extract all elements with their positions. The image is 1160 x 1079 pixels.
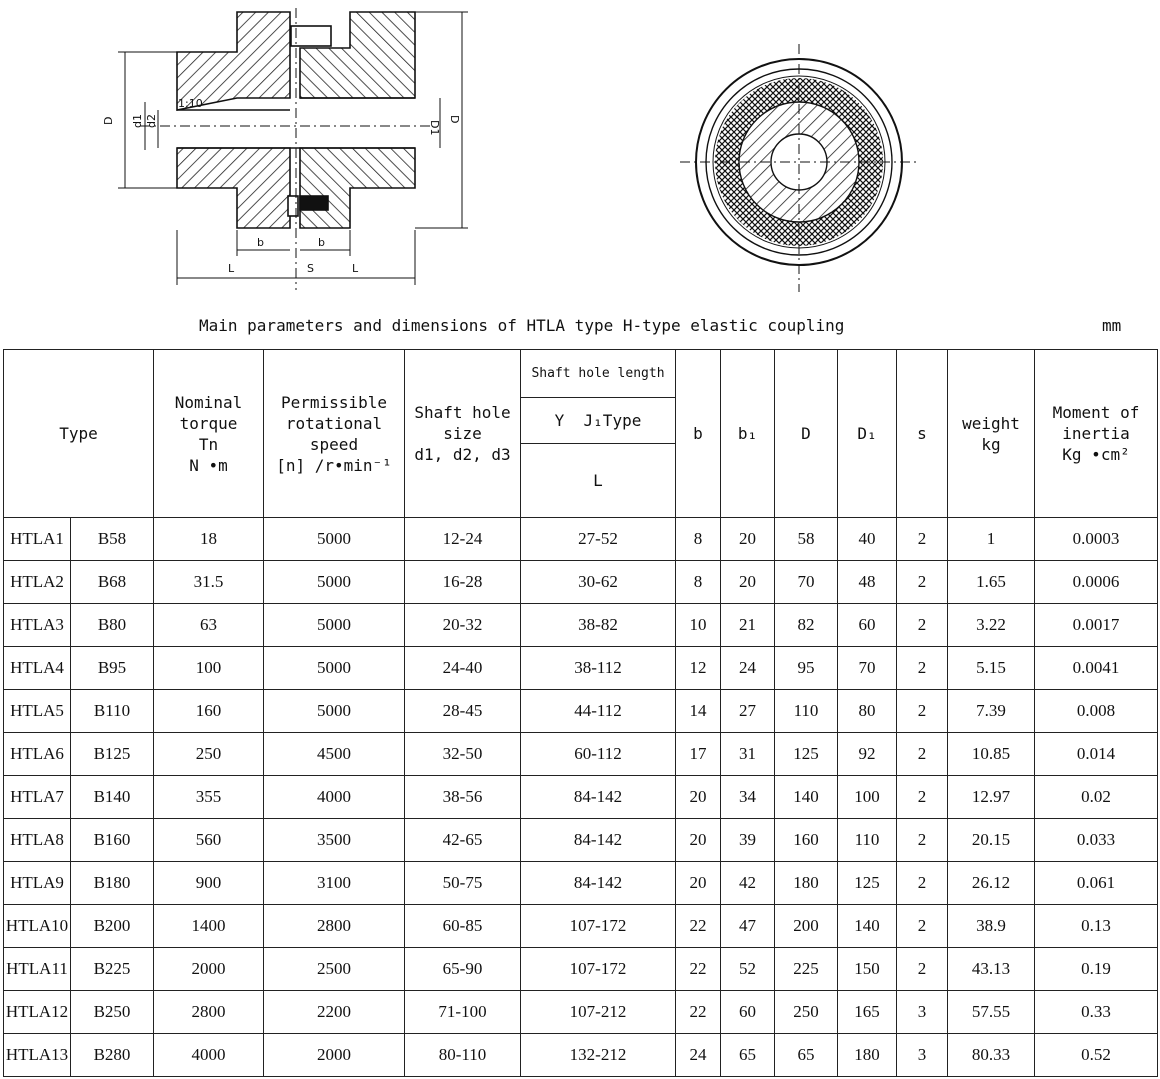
- header-hole-size: Shaft hole size d1, d2, d3: [405, 350, 521, 518]
- table-cell: 4000: [154, 1034, 264, 1077]
- table-cell: 12: [676, 647, 721, 690]
- table-cell: 84-142: [521, 819, 676, 862]
- table-cell: 0.02: [1035, 776, 1158, 819]
- table-cell: 31.5: [154, 561, 264, 604]
- table-cell: HTLA7: [4, 776, 71, 819]
- table-cell: 80-110: [405, 1034, 521, 1077]
- table-cell: 20-32: [405, 604, 521, 647]
- taper-label: 1:10: [178, 97, 203, 110]
- table-cell: 27: [721, 690, 775, 733]
- coupling-front-view-drawing: [680, 0, 920, 305]
- table-cell: 60-112: [521, 733, 676, 776]
- table-cell: 132-212: [521, 1034, 676, 1077]
- table-cell: 110: [838, 819, 897, 862]
- dim-label-L-left: L: [228, 262, 235, 275]
- table-cell: 22: [676, 991, 721, 1034]
- table-cell: 125: [775, 733, 838, 776]
- table-cell: 38.9: [948, 905, 1035, 948]
- table-cell: 2: [897, 862, 948, 905]
- table-cell: 31: [721, 733, 775, 776]
- table-cell: 3: [897, 991, 948, 1034]
- table-cell: 12.97: [948, 776, 1035, 819]
- table-cell: 107-172: [521, 905, 676, 948]
- table-cell: 65-90: [405, 948, 521, 991]
- table-cell: 1: [948, 518, 1035, 561]
- table-cell: 160: [154, 690, 264, 733]
- table-cell: 20: [676, 862, 721, 905]
- table-cell: 92: [838, 733, 897, 776]
- table-cell: B250: [71, 991, 154, 1034]
- table-cell: 125: [838, 862, 897, 905]
- table-row: [4, 604, 1158, 647]
- table-cell: HTLA13: [4, 1034, 71, 1077]
- table-cell: 2800: [154, 991, 264, 1034]
- table-cell: 80.33: [948, 1034, 1035, 1077]
- table-cell: 39: [721, 819, 775, 862]
- table-cell: 0.0017: [1035, 604, 1158, 647]
- table-cell: B95: [71, 647, 154, 690]
- table-cell: 3: [897, 1034, 948, 1077]
- table-cell: 150: [838, 948, 897, 991]
- table-cell: 3500: [264, 819, 405, 862]
- dim-label-d2: d2: [145, 114, 158, 128]
- table-row: [4, 647, 1158, 690]
- table-cell: 60-85: [405, 905, 521, 948]
- table-cell: 2000: [264, 1034, 405, 1077]
- table-cell: HTLA11: [4, 948, 71, 991]
- table-cell: 2: [897, 518, 948, 561]
- dim-label-D-right: D: [448, 115, 461, 124]
- table-cell: 22: [676, 948, 721, 991]
- table-cell: HTLA9: [4, 862, 71, 905]
- table-cell: B200: [71, 905, 154, 948]
- table-cell: 0.33: [1035, 991, 1158, 1034]
- table-cell: 38-112: [521, 647, 676, 690]
- table-cell: 2: [897, 905, 948, 948]
- table-cell: 0.13: [1035, 905, 1158, 948]
- table-cell: 180: [775, 862, 838, 905]
- table-cell: 1.65: [948, 561, 1035, 604]
- header-D: D: [775, 350, 838, 518]
- table-row: [4, 690, 1158, 733]
- dim-label-D: D: [102, 116, 115, 125]
- table-cell: HTLA1: [4, 518, 71, 561]
- table-row: [4, 733, 1158, 776]
- table-cell: 10.85: [948, 733, 1035, 776]
- table-cell: HTLA8: [4, 819, 71, 862]
- table-cell: 20: [676, 819, 721, 862]
- table-cell: 900: [154, 862, 264, 905]
- table-cell: 80: [838, 690, 897, 733]
- table-cell: 65: [775, 1034, 838, 1077]
- table-cell: 0.0003: [1035, 518, 1158, 561]
- table-cell: 0.061: [1035, 862, 1158, 905]
- table-cell: 2: [897, 690, 948, 733]
- table-cell: B58: [71, 518, 154, 561]
- table-cell: 10: [676, 604, 721, 647]
- table-cell: 225: [775, 948, 838, 991]
- header-type: Type: [4, 350, 154, 518]
- table-cell: 107-212: [521, 991, 676, 1034]
- table-cell: 3.22: [948, 604, 1035, 647]
- table-cell: 27-52: [521, 518, 676, 561]
- table-cell: 2000: [154, 948, 264, 991]
- table-cell: 2500: [264, 948, 405, 991]
- table-cell: 7.39: [948, 690, 1035, 733]
- table-cell: 47: [721, 905, 775, 948]
- table-cell: 8: [676, 518, 721, 561]
- table-cell: 140: [838, 905, 897, 948]
- table-cell: 0.014: [1035, 733, 1158, 776]
- table-cell: 48: [838, 561, 897, 604]
- table-cell: 2: [897, 561, 948, 604]
- table-cell: 24: [721, 647, 775, 690]
- table-cell: 5000: [264, 647, 405, 690]
- table-cell: HTLA10: [4, 905, 71, 948]
- table-cell: 12-24: [405, 518, 521, 561]
- header-s: s: [897, 350, 948, 518]
- table-cell: 2: [897, 948, 948, 991]
- table-cell: 34: [721, 776, 775, 819]
- header-speed: Permissible rotational speed [n] /r•min⁻¹: [264, 350, 405, 518]
- table-cell: 0.033: [1035, 819, 1158, 862]
- table-cell: 250: [775, 991, 838, 1034]
- table-cell: 20: [721, 518, 775, 561]
- table-cell: 82: [775, 604, 838, 647]
- dim-label-b-left: b: [257, 236, 264, 249]
- table-cell: 0.0041: [1035, 647, 1158, 690]
- table-cell: 3100: [264, 862, 405, 905]
- table-row: [4, 776, 1158, 819]
- table-cell: 2800: [264, 905, 405, 948]
- table-cell: 16-28: [405, 561, 521, 604]
- table-cell: 165: [838, 991, 897, 1034]
- table-title: Main parameters and dimensions of HTLA type H-type elastic coupling: [199, 316, 845, 335]
- table-cell: 60: [721, 991, 775, 1034]
- table-cell: 5000: [264, 690, 405, 733]
- table-cell: 20.15: [948, 819, 1035, 862]
- header-b1: b₁: [721, 350, 775, 518]
- table-cell: 2: [897, 776, 948, 819]
- table-cell: 0.19: [1035, 948, 1158, 991]
- table-cell: 70: [775, 561, 838, 604]
- table-cell: 5000: [264, 518, 405, 561]
- table-cell: 0.008: [1035, 690, 1158, 733]
- table-cell: HTLA12: [4, 991, 71, 1034]
- header-inertia: Moment of inertia Kg •cm²: [1035, 350, 1158, 518]
- parameters-table: [3, 349, 1158, 1077]
- table-cell: 24-40: [405, 647, 521, 690]
- table-cell: 60: [838, 604, 897, 647]
- table-row: [4, 819, 1158, 862]
- table-cell: 5000: [264, 604, 405, 647]
- table-cell: B110: [71, 690, 154, 733]
- table-cell: 65: [721, 1034, 775, 1077]
- table-cell: 0.0006: [1035, 561, 1158, 604]
- table-cell: HTLA2: [4, 561, 71, 604]
- table-row: [4, 561, 1158, 604]
- table-cell: 100: [154, 647, 264, 690]
- table-cell: 20: [721, 561, 775, 604]
- table-cell: 2200: [264, 991, 405, 1034]
- table-cell: 50-75: [405, 862, 521, 905]
- header-hole-length-L: L: [521, 444, 676, 518]
- unit-label: mm: [1102, 316, 1122, 335]
- table-cell: B160: [71, 819, 154, 862]
- table-cell: 4500: [264, 733, 405, 776]
- table-cell: 38-56: [405, 776, 521, 819]
- table-cell: 2: [897, 604, 948, 647]
- dim-label-S: S: [307, 262, 314, 275]
- table-cell: 22: [676, 905, 721, 948]
- table-cell: B180: [71, 862, 154, 905]
- table-cell: 32-50: [405, 733, 521, 776]
- table-cell: 4000: [264, 776, 405, 819]
- dim-label-d1: d1: [131, 114, 144, 128]
- table-cell: 70: [838, 647, 897, 690]
- table-cell: 20: [676, 776, 721, 819]
- header-hole-length-type: Y J₁Type: [521, 398, 676, 444]
- table-cell: 5.15: [948, 647, 1035, 690]
- table-cell: 2: [897, 819, 948, 862]
- table-cell: 0.52: [1035, 1034, 1158, 1077]
- header-torque: Nominal torque Tn N •m: [154, 350, 264, 518]
- table-cell: 160: [775, 819, 838, 862]
- table-cell: HTLA3: [4, 604, 71, 647]
- table-row: [4, 518, 1158, 561]
- coupling-drawings: [0, 0, 1160, 305]
- table-cell: 28-45: [405, 690, 521, 733]
- table-cell: 40: [838, 518, 897, 561]
- table-cell: 26.12: [948, 862, 1035, 905]
- dim-label-b-right: b: [318, 236, 325, 249]
- table-cell: 42-65: [405, 819, 521, 862]
- table-cell: 2: [897, 733, 948, 776]
- table-cell: 57.55: [948, 991, 1035, 1034]
- table-cell: B125: [71, 733, 154, 776]
- table-cell: 110: [775, 690, 838, 733]
- table-cell: 24: [676, 1034, 721, 1077]
- table-cell: 355: [154, 776, 264, 819]
- table-cell: 30-62: [521, 561, 676, 604]
- table-cell: 43.13: [948, 948, 1035, 991]
- table-cell: 84-142: [521, 862, 676, 905]
- table-row: [4, 991, 1158, 1034]
- table-cell: 84-142: [521, 776, 676, 819]
- table-cell: 100: [838, 776, 897, 819]
- table-cell: B225: [71, 948, 154, 991]
- table-cell: B140: [71, 776, 154, 819]
- table-cell: 95: [775, 647, 838, 690]
- table-cell: B80: [71, 604, 154, 647]
- header-hole-length: Shaft hole length: [521, 350, 676, 398]
- table-cell: 14: [676, 690, 721, 733]
- table-cell: 250: [154, 733, 264, 776]
- table-cell: 21: [721, 604, 775, 647]
- table-row: [4, 1034, 1158, 1077]
- table-cell: 44-112: [521, 690, 676, 733]
- table-cell: 52: [721, 948, 775, 991]
- table-row: [4, 862, 1158, 905]
- table-cell: 5000: [264, 561, 405, 604]
- table-cell: 18: [154, 518, 264, 561]
- dim-label-D1: D1: [428, 120, 441, 136]
- dim-label-L-right: L: [352, 262, 359, 275]
- table-row: [4, 905, 1158, 948]
- table-cell: 17: [676, 733, 721, 776]
- table-cell: 180: [838, 1034, 897, 1077]
- table-cell: 38-82: [521, 604, 676, 647]
- table-cell: 58: [775, 518, 838, 561]
- table-cell: 2: [897, 647, 948, 690]
- table-caption: [0, 314, 1160, 340]
- table-cell: HTLA6: [4, 733, 71, 776]
- table-cell: 107-172: [521, 948, 676, 991]
- header-D1: D₁: [838, 350, 897, 518]
- table-cell: HTLA5: [4, 690, 71, 733]
- table-cell: 140: [775, 776, 838, 819]
- table-cell: 63: [154, 604, 264, 647]
- header-weight: weight kg: [948, 350, 1035, 518]
- header-b: b: [676, 350, 721, 518]
- table-cell: 42: [721, 862, 775, 905]
- table-cell: 8: [676, 561, 721, 604]
- table-cell: 71-100: [405, 991, 521, 1034]
- table-cell: 560: [154, 819, 264, 862]
- table-row: [4, 948, 1158, 991]
- table-cell: HTLA4: [4, 647, 71, 690]
- coupling-side-section-drawing: [0, 0, 470, 305]
- table-cell: B280: [71, 1034, 154, 1077]
- table-cell: 200: [775, 905, 838, 948]
- table-cell: 1400: [154, 905, 264, 948]
- table-cell: B68: [71, 561, 154, 604]
